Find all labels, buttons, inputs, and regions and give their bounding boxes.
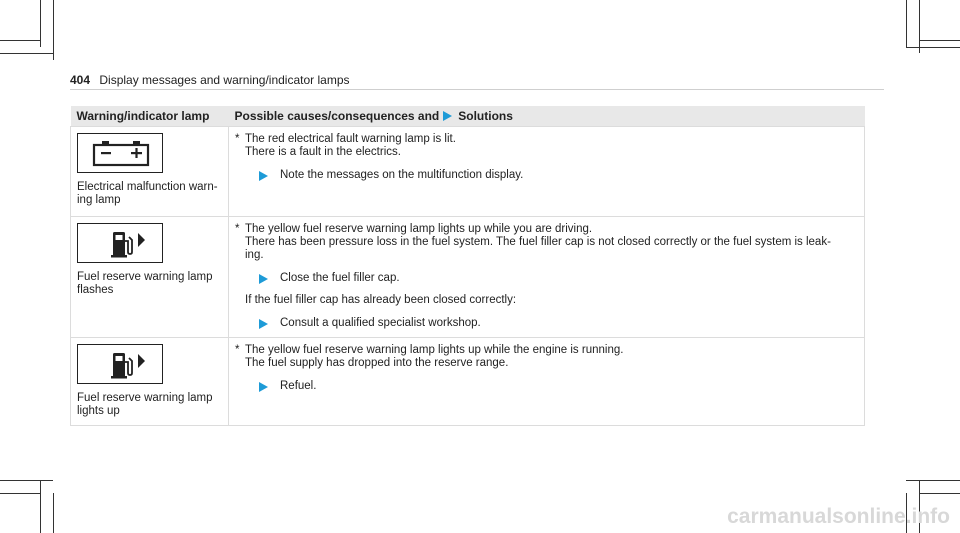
- crop-mark: [40, 0, 41, 47]
- warning-lamp-table: [70, 106, 865, 426]
- crop-mark: [53, 0, 54, 60]
- battery-warning-icon: [77, 133, 163, 173]
- bullet-marker: *: [235, 133, 240, 145]
- lamp-cell: [71, 217, 229, 338]
- solution-text: Close the fuel filler cap.: [280, 272, 400, 284]
- causes-cell: [229, 338, 865, 426]
- lamp-label: ing lamp: [77, 194, 121, 206]
- cause-text: ing.: [245, 249, 264, 261]
- cause-text: The yellow fuel reserve warning lamp lights up while you are driving.: [245, 223, 593, 235]
- crop-mark: [906, 47, 960, 48]
- causes-cell: [229, 127, 865, 217]
- crop-mark: [0, 493, 40, 494]
- lamp-label: lights up: [77, 405, 120, 417]
- lamp-cell: [71, 127, 229, 217]
- causes-cell: [229, 217, 865, 338]
- cause-entry: [235, 223, 858, 262]
- solution-text: Note the messages on the multifunction display.: [280, 169, 524, 181]
- crop-mark: [40, 480, 41, 533]
- solution-step: [259, 169, 858, 182]
- column-header-solutions-text: Solutions: [458, 108, 513, 123]
- arrow-icon: [259, 274, 268, 284]
- crop-mark: [906, 480, 960, 481]
- column-header-causes-text: Possible causes/consequences and: [234, 108, 440, 123]
- crop-mark: [53, 493, 54, 533]
- solution-step: [259, 380, 858, 393]
- arrow-icon: [443, 111, 452, 121]
- lamp-label: Electrical malfunction warn-: [77, 181, 218, 193]
- header-divider: [70, 89, 884, 90]
- column-header-lamp: Warning/indicator lamp: [71, 106, 229, 127]
- solution-text: Consult a qualified specialist workshop.: [280, 317, 481, 329]
- condition-note: If the fuel filler cap has already been closed correctly:: [245, 294, 517, 306]
- crop-mark: [0, 480, 53, 481]
- lamp-label: flashes: [77, 284, 114, 296]
- page-header: [70, 73, 350, 87]
- crop-mark: [0, 40, 40, 41]
- fuel-pump-icon: [77, 344, 163, 384]
- cause-text: The fuel supply has dropped into the reserve range.: [245, 357, 509, 369]
- crop-mark: [0, 53, 53, 54]
- fuel-pump-icon: [77, 223, 163, 263]
- table-row: [71, 338, 865, 426]
- solution-text: Refuel.: [280, 380, 317, 392]
- crop-mark: [919, 40, 960, 41]
- crop-mark: [919, 493, 960, 494]
- solution-step: [259, 272, 858, 285]
- cause-text: There is a fault in the electrics.: [245, 146, 401, 158]
- watermark: carmanualsonline.info: [727, 505, 950, 528]
- column-header-causes: [229, 106, 865, 127]
- cause-text: The red electrical fault warning lamp is lit.: [245, 133, 456, 145]
- arrow-icon: [259, 382, 268, 392]
- crop-mark: [919, 0, 920, 53]
- table-row: [71, 127, 865, 217]
- crop-mark: [906, 0, 907, 47]
- page-number: 404: [70, 73, 91, 87]
- cause-text: There has been pressure loss in the fuel system. The fuel filler cap is not closed correctly or the fuel system is leak-: [245, 236, 831, 248]
- bullet-marker: *: [235, 344, 240, 356]
- page-title: Display messages and warning/indicator lamps: [99, 73, 350, 87]
- arrow-icon: [259, 171, 268, 181]
- bullet-marker: *: [235, 223, 240, 235]
- cause-entry: [235, 133, 858, 159]
- arrow-icon: [259, 319, 268, 329]
- table-header-row: [71, 106, 865, 127]
- lamp-label: Fuel reserve warning lamp: [77, 392, 213, 404]
- lamp-label: Fuel reserve warning lamp: [77, 271, 213, 283]
- cause-text: The yellow fuel reserve warning lamp lights up while the engine is running.: [245, 344, 624, 356]
- table-row: [71, 217, 865, 338]
- cause-entry: [235, 344, 858, 370]
- solution-step: [259, 317, 858, 330]
- lamp-cell: [71, 338, 229, 426]
